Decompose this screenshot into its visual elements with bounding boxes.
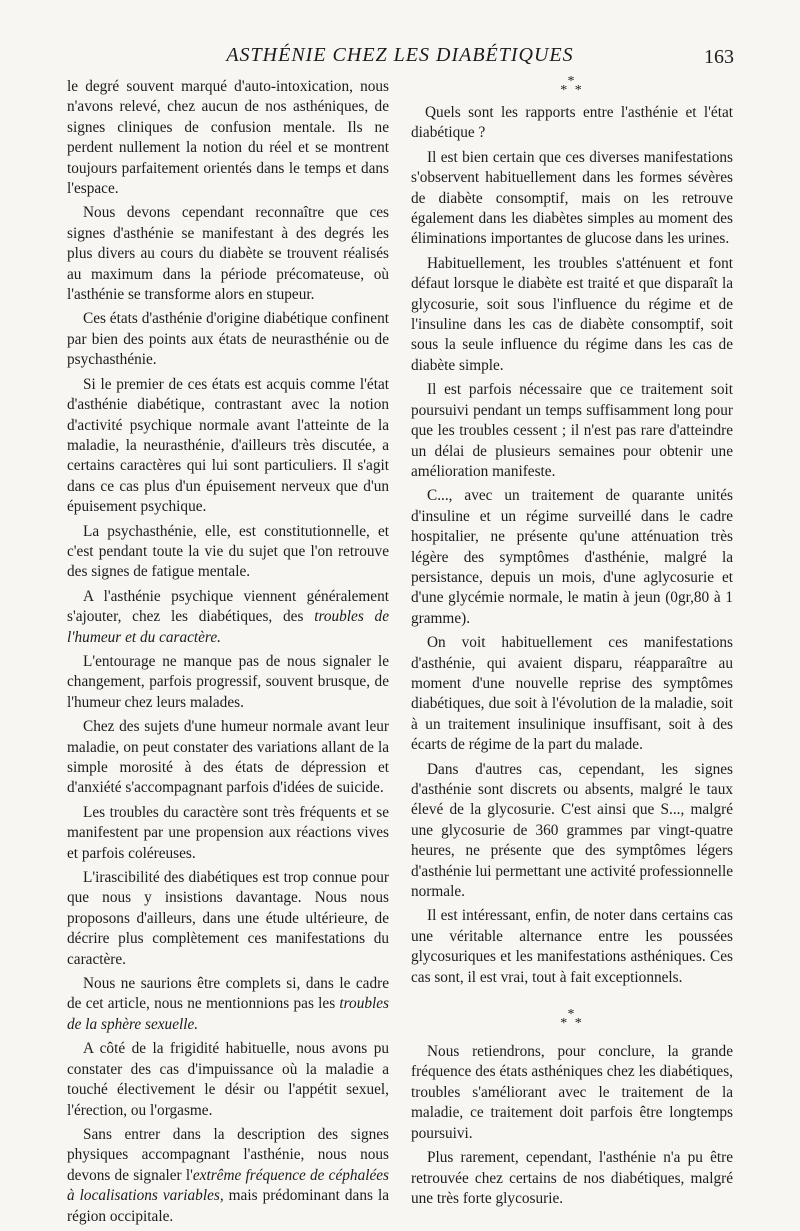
paragraph: A côté de la frigidité habituelle, nous avons pu constater des cas d'impuissance où la maladie a touché électivement le désir ou l'appétit sexuel, l'érection, ou l'orgasme. [67,1040,389,1119]
paragraph: le degré souvent marqué d'auto-intoxication, nous n'avons relevé, chez aucun de nos asthéniques, de signes cliniques de confusion mentale. Ils ne perdent nullement la notion du réel et se montrent toujours parfaitement orientés dans le temps et dans l'espace. [67,78,389,198]
paragraph-text: , mais prédominant dans la région occipitale. [67,1187,389,1225]
paragraph: Habituellement, les troubles s'atténuent et font défaut lorsque le diabète est traité et que disparaît la glycosurie, soit sous l'influence du régime et de l'insuline dans les cas de diabète consomptif, soit sous la seule influence du régime dans les cas de diabète simple. [411,254,733,374]
paragraph: Les troubles du caractère sont très fréquents et se manifestent par une propension aux réactions vives et parfois coléreuses. [67,803,389,862]
paragraph: On voit habituellement ces manifestations d'asthénie, qui avaient disparu, réapparaître au moment d'une nouvelle reprise des symptômes diabétiques, due soit à l'évolution de la maladie, soit à un traitement insulinique insuffisant, soit à des écarts de régime de la part du malade. [411,634,733,754]
paragraph: Quels sont les rapports entre l'asthénie et l'état diabétique ? [411,104,733,142]
paragraph: C..., avec un traitement de quarante unités d'insuline et un régime surveillé dans le cadre hospitalier, ne présente qu'une atténuation très légère des symptômes d'asthénie, malgré la persistance, depuis un mois, d'une aglycosurie et d'une glycémie normale, le matin à jeun (0gr,80 à 1 gramme). [411,487,733,627]
paragraph: Si le premier de ces états est acquis comme l'état d'asthénie diabétique, contrastant avec la notion d'activité psychique normale avant l'atteinte de la maladie, la neurasthénie, d'ailleurs très discutée, a certains caractères qui lui sont particuliers. Il s'agit dans ce cas plus d'un épuisement nerveux que d'un épuisement psychique. [67,375,389,516]
paragraph: Dans d'autres cas, cependant, les signes d'asthénie sont discrets ou absents, malgré le taux élevé de la glycosurie. C'est ainsi que S..., malgré une glycosurie de 360 grammes par vingt-quatre heures, ne présente que des symptômes légers d'asthénie lui permettant une activité professionnelle normale. [411,760,733,901]
paragraph: Il est bien certain que ces diverses manifestations s'observent habituellement dans les formes sévères de diabète consomptif, mais on les retrouve également dans les diabètes simples au moment des éliminations importantes de glucose dans les urines. [411,148,733,248]
section-separator: * * * [560,74,584,98]
paragraph: La psychasthénie, elle, est constitutionnelle, et c'est pendant toute la vie du sujet que l'on retrouve des signes de fatigue mentale. [67,522,389,581]
paragraph: Ces états d'asthénie d'origine diabétique confinent par bien des points aux états de neurasthénie ou de psychasthénie. [67,310,389,369]
paragraph: Chez des sujets d'une humeur normale avant leur maladie, on peut constater des variations allant de la simple morosité à des états de dépression et d'anxiété s'accompagnant parfois d'idées de suicide. [67,718,389,797]
paragraph-text: A l'asthénie psychique viennent généralement s'ajouter, chez les diabétiques, des [67,587,389,626]
paragraph: L'irascibilité des diabétiques est trop connue pour que nous y insistions davantage. Nous nous proposons d'ailleurs, dans une étude ultérieure, de décrire plus complètement ces manifestations du caractère. [67,869,389,968]
section-separator: * * * [560,1007,584,1032]
paragraph-text: Nous ne saurions être complets si, dans le cadre de cet article, nous ne mentionnions pas les [67,975,389,1013]
italic-phrase: troubles de la sphère sexuelle. [67,995,389,1033]
paragraph: Il est intéressant, enfin, de noter dans certains cas une véritable alternance entre les poussées glycosuriques et les manifestations asthéniques. Ces cas sont, il est vrai, tout à fait exceptionnels. [411,907,733,986]
paragraph [67,587,389,648]
page-number: 163 [704,46,734,68]
paragraph: Nous retiendrons, pour conclure, la grande fréquence des états asthéniques chez les diabétiques, troubles s'améliorant avec le traitement de la maladie, ce traitement doit parfois être longtemps poursuivi. [411,1043,733,1142]
italic-phrase: troubles de l'humeur et du caractère. [67,608,389,646]
paragraph: Plus rarement, cependant, l'asthénie n'a pu être retrouvée chez certains de nos diabétiques, malgré une très forte glycosurie. [411,1149,733,1207]
left-column [67,77,389,1231]
paragraph: L'entourage ne manque pas de nous signaler le changement, parfois progressif, souvent brusque, de l'humeur chez leurs malades. [67,652,389,711]
right-column [411,74,733,1213]
italic-phrase: extrême fréquence de céphalées à localisations variables [67,1166,389,1205]
paragraph-text: Sans entrer dans la description des signes physiques accompagnant l'asthénie, nous nous devons de signaler l' [67,1125,389,1184]
paragraph [67,974,389,1035]
paragraph [67,1125,389,1227]
running-title: ASTHÉNIE CHEZ LES DIABÉTIQUES [226,44,574,66]
paragraph: Il est parfois nécessaire que ce traitement soit poursuivi pendant un temps suffisamment long pour que les troubles cessent ; il n'est pas rare d'atteindre un délai de plusieurs semaines pour obtenir une amélioration manifeste. [411,381,733,480]
paragraph: Nous devons cependant reconnaître que ces signes d'asthénie se manifestant à des degrés les plus divers au cours du diabète se trouvent réalisés au maximum dans la période précomateuse, où l'asthénie se transforme alors en stupeur. [67,204,389,304]
